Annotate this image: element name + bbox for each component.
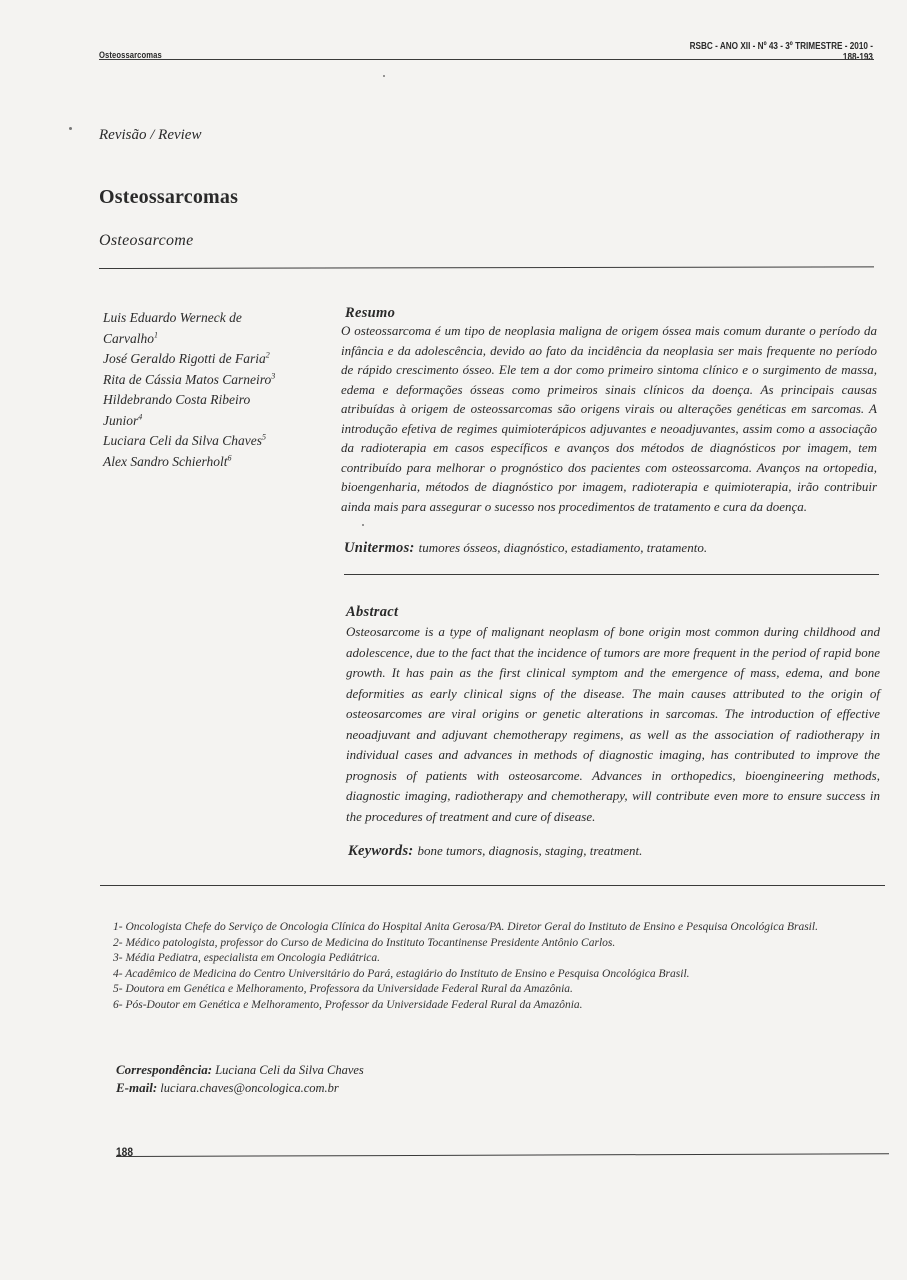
- footnote: 6- Pós-Doutor em Genética e Melhoramento, Professor da Universidade Federal Rural da Amazônia.: [113, 998, 583, 1011]
- email-address[interactable]: luciara.chaves@oncologica.com.br: [160, 1081, 339, 1095]
- author-line: Alex Sandro Schierholt$^6$: [103, 453, 232, 469]
- author-line: Luis Eduardo Werneck de: [103, 310, 242, 325]
- author-line: Carvalho$^1$: [103, 330, 159, 346]
- footer-rule: [116, 1153, 889, 1157]
- author-line: Junior$^4$: [103, 412, 143, 428]
- affiliation-footnotes: [113, 920, 863, 1013]
- correspondence-label: Correspondência:: [116, 1062, 213, 1077]
- footnote: 1- Oncologista Chefe do Serviço de Oncologia Clínica do Hospital Anita Gerosa/PA. Diretor Geral do Instituto de Ensino e Pesquisa Oncológica Brasil.: [113, 921, 818, 933]
- resumo-rule: [344, 574, 879, 575]
- footnote: 3- Média Pediatra, especialista em Oncologia Pediátrica.: [113, 952, 380, 964]
- section-label: Revisão / Review: [99, 127, 202, 143]
- email-label: E-mail:: [116, 1080, 158, 1095]
- correspondence-block: [116, 1061, 364, 1097]
- keywords-label: Keywords:: [348, 843, 414, 859]
- scan-speck: [383, 75, 385, 77]
- scan-speck: [69, 127, 72, 130]
- author-line: Hildebrando Costa Ribeiro: [103, 392, 251, 407]
- footnote: 5- Doutora em Genética e Melhoramento, Professora da Universidade Federal Rural da Amazônia.: [113, 983, 573, 995]
- scan-speck: [362, 524, 364, 526]
- resumo-text: O osteossarcoma é um tipo de neoplasia maligna de origem óssea mais comum durante o período da infância e da adolescência, devido ao fato da incidência da neoplasia ser mais frequente no período de rápido crescimento ósseo. Ele tem a dor como primeiro sintoma clínico e o surgimento de massa, edema e deformações ósseas como primeiros sinais clínicos da doença. As principais causas atribuídas à origem de osteossarcomas são origens virais ou alterações genéticas em sarcomas. A introdução efetiva de regimes quimioterápicos adjuvantes e neoadjuvantes, assim como a associação da radioterapia em casos específicos e avanços dos métodos de diagnósticos por imagem, tem contribuído para melhorar o prognóstico dos pacientes com osteossarcoma. Avanços na ortopedia, bioengenharia, métodos de diagnóstico por imagem, radioterapia e quimioterapia, irão contribuir ainda mais para assegurar o sucesso nos procedimentos de tratamento e cura da doença.: [341, 323, 877, 514]
- author-line: Rita de Cássia Matos Carneiro$^3$: [103, 371, 276, 387]
- correspondence-name: Luciana Celi da Silva Chaves: [215, 1063, 364, 1077]
- journal-citation: RSBC - ANO XII - Nº 43 - 3º TRIMESTRE - 2010 - 188-193: [689, 41, 873, 63]
- author-line: José Geraldo Rigotti de Faria$^2$: [103, 350, 270, 366]
- footnote: 4- Acadêmico de Medicina do Centro Universitário do Pará, estagiário do Instituto de Ensino e Pesquisa Oncológica Brasil.: [113, 967, 690, 980]
- abstract-heading: Abstract: [346, 604, 399, 620]
- unitermos-text: tumores ósseos, diagnóstico, estadiamento, tratamento.: [418, 540, 708, 555]
- abstract-text: Osteosarcome is a type of malignant neoplasm of bone origin most common during childhood and adolescence, due to the fact that the incidence of tumors are more frequent in the period of rapid bone growth. It has pain as the first clinical symptom and the emergence of mass, edema, and bone deformities as early clinical signs of the disease. The main causes attributed to the origin of osteosarcomes are viral origins or genetic alterations in sarcomas. The introduction of effective neoadjuvant and adjuvant chemotherapy regimens, as well as the association of radiotherapy in individual cases and advances in methods of diagnostic imaging, has contributed to improve the prognosis of patients with osteosarcome. Advances in orthopedics, bioengineering methods, diagnostic imaging, radiotherapy and chemotherapy, will contribute even more to ensure success in the procedures of treatment and cure of disease.: [346, 624, 880, 824]
- article-title: Osteossarcomas: [99, 186, 239, 208]
- resumo-heading: Resumo: [345, 305, 396, 321]
- keywords: [348, 843, 642, 860]
- keywords-text: bone tumors, diagnosis, staging, treatment.: [417, 843, 643, 858]
- abstract-rule: [100, 885, 885, 886]
- footnote: 2- Médico patologista, professor do Curso de Medicina do Instituto Tocantinense Presidente Antônio Carlos.: [113, 936, 616, 949]
- author-line: Luciara Celi da Silva Chaves$^5$: [103, 432, 266, 448]
- email-line: [116, 1079, 364, 1097]
- running-header-title: Osteossarcomas: [99, 50, 162, 60]
- unitermos-label: Unitermos:: [344, 540, 415, 556]
- page-number: 188: [116, 1145, 134, 1159]
- correspondence-line: [116, 1061, 364, 1079]
- author-list: [103, 308, 303, 472]
- unitermos: [344, 540, 707, 557]
- article-subtitle: Osteosarcome: [99, 232, 194, 249]
- title-rule: [99, 266, 874, 269]
- header-rule: [99, 59, 874, 60]
